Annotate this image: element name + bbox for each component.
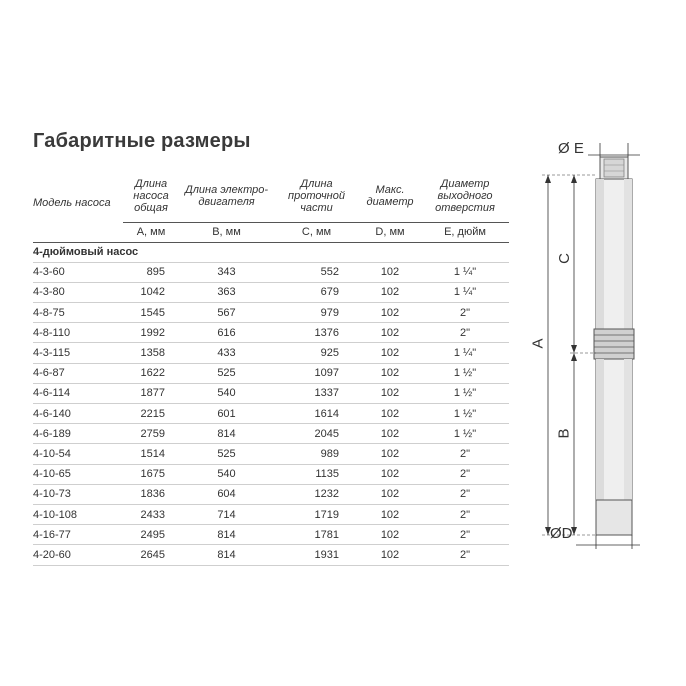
cell-d: 102 <box>359 282 421 302</box>
cell-e: 2" <box>421 525 509 545</box>
cell-a: 2495 <box>123 525 179 545</box>
cell-b: 814 <box>179 525 274 545</box>
cell-a: 1545 <box>123 303 179 323</box>
table-row <box>33 484 509 504</box>
table-row <box>33 504 509 524</box>
cell-d: 102 <box>359 464 421 484</box>
cell-d: 102 <box>359 525 421 545</box>
unit-model <box>33 222 123 242</box>
pump-body <box>594 157 634 535</box>
page-title: Габаритные размеры <box>33 130 251 152</box>
table-row <box>33 424 509 444</box>
cell-model: 4-10-54 <box>33 444 123 464</box>
label-c: C <box>555 253 573 264</box>
cell-c: 979 <box>274 303 359 323</box>
table-row <box>33 545 509 565</box>
unit-c: C, мм <box>274 222 359 242</box>
label-diameter-d: ØD <box>550 525 573 542</box>
table-row <box>33 343 509 363</box>
cell-d: 102 <box>359 444 421 464</box>
cell-e: 2" <box>421 323 509 343</box>
cell-d: 102 <box>359 262 421 282</box>
cell-e: 1 ½" <box>421 424 509 444</box>
cell-d: 102 <box>359 363 421 383</box>
cell-a: 1622 <box>123 363 179 383</box>
cell-c: 1232 <box>274 484 359 504</box>
header-e: Диаметр выходного отверстия <box>435 177 495 214</box>
label-b: B <box>555 428 573 439</box>
cell-d: 102 <box>359 303 421 323</box>
cell-b: 567 <box>179 303 274 323</box>
cell-e: 1 ¼" <box>421 343 509 363</box>
dimension-lines <box>542 175 596 535</box>
cell-e: 2" <box>421 444 509 464</box>
cell-d: 102 <box>359 404 421 424</box>
cell-c: 989 <box>274 444 359 464</box>
cell-b: 525 <box>179 363 274 383</box>
cell-model: 4-6-114 <box>33 383 123 403</box>
cell-c: 1097 <box>274 363 359 383</box>
cell-model: 4-6-140 <box>33 404 123 424</box>
cell-a: 2433 <box>123 504 179 524</box>
cell-e: 1 ½" <box>421 383 509 403</box>
label-a: A <box>529 338 547 349</box>
pump-diagram <box>530 135 670 555</box>
cell-model: 4-8-110 <box>33 323 123 343</box>
cell-model: 4-10-65 <box>33 464 123 484</box>
cell-e: 1 ¼" <box>421 262 509 282</box>
cell-b: 525 <box>179 444 274 464</box>
unit-b: B, мм <box>179 222 274 242</box>
cell-e: 2" <box>421 484 509 504</box>
cell-c: 2045 <box>274 424 359 444</box>
cell-c: 1931 <box>274 545 359 565</box>
cell-a: 2759 <box>123 424 179 444</box>
cell-e: 2" <box>421 464 509 484</box>
cell-a: 1675 <box>123 464 179 484</box>
unit-e: E, дюйм <box>421 222 509 242</box>
cell-a: 1358 <box>123 343 179 363</box>
cell-model: 4-3-60 <box>33 262 123 282</box>
header-b: Длина электро-двигателя <box>184 183 269 208</box>
cell-e: 1 ½" <box>421 363 509 383</box>
table-row <box>33 404 509 424</box>
table-row <box>33 282 509 302</box>
header-model: Модель насоса <box>33 197 111 209</box>
table-row <box>33 464 509 484</box>
cell-c: 925 <box>274 343 359 363</box>
cell-c: 1781 <box>274 525 359 545</box>
cell-a: 1992 <box>123 323 179 343</box>
cell-c: 1135 <box>274 464 359 484</box>
cell-e: 2" <box>421 504 509 524</box>
unit-a: А, мм <box>123 222 179 242</box>
cell-a: 2215 <box>123 404 179 424</box>
cell-b: 814 <box>179 424 274 444</box>
table-row <box>33 383 509 403</box>
cell-model: 4-20-60 <box>33 545 123 565</box>
cell-b: 343 <box>179 262 274 282</box>
cell-a: 1514 <box>123 444 179 464</box>
cell-d: 102 <box>359 424 421 444</box>
cell-a: 1877 <box>123 383 179 403</box>
cell-b: 433 <box>179 343 274 363</box>
cell-c: 552 <box>274 262 359 282</box>
cell-e: 2" <box>421 545 509 565</box>
cell-model: 4-10-73 <box>33 484 123 504</box>
cell-d: 102 <box>359 504 421 524</box>
cell-b: 714 <box>179 504 274 524</box>
dimensions-table <box>33 170 509 566</box>
table-row <box>33 444 509 464</box>
cell-b: 616 <box>179 323 274 343</box>
dimension-d <box>576 535 640 549</box>
cell-c: 1337 <box>274 383 359 403</box>
cell-a: 2645 <box>123 545 179 565</box>
cell-e: 1 ¼" <box>421 282 509 302</box>
header-d: Макс. диаметр <box>366 183 414 208</box>
header-c: Длина проточной части <box>288 177 345 214</box>
cell-d: 102 <box>359 484 421 504</box>
unit-d: D, мм <box>359 222 421 242</box>
cell-b: 363 <box>179 282 274 302</box>
cell-b: 814 <box>179 545 274 565</box>
cell-d: 102 <box>359 343 421 363</box>
table-row <box>33 525 509 545</box>
cell-c: 1376 <box>274 323 359 343</box>
cell-e: 2" <box>421 303 509 323</box>
cell-d: 102 <box>359 383 421 403</box>
cell-model: 4-16-77 <box>33 525 123 545</box>
group-label: 4-дюймовый насос <box>33 242 509 262</box>
cell-a: 895 <box>123 262 179 282</box>
label-diameter-e: Ø E <box>558 140 584 157</box>
cell-c: 679 <box>274 282 359 302</box>
cell-b: 540 <box>179 383 274 403</box>
cell-b: 540 <box>179 464 274 484</box>
dimension-e <box>588 143 640 157</box>
cell-c: 1614 <box>274 404 359 424</box>
header-a: Длина насоса общая <box>133 177 169 214</box>
cell-model: 4-10-108 <box>33 504 123 524</box>
cell-a: 1836 <box>123 484 179 504</box>
table-row <box>33 262 509 282</box>
cell-model: 4-3-80 <box>33 282 123 302</box>
cell-d: 102 <box>359 323 421 343</box>
cell-a: 1042 <box>123 282 179 302</box>
cell-b: 601 <box>179 404 274 424</box>
cell-d: 102 <box>359 545 421 565</box>
table-row <box>33 323 509 343</box>
cell-c: 1719 <box>274 504 359 524</box>
table-row <box>33 303 509 323</box>
cell-model: 4-6-189 <box>33 424 123 444</box>
cell-model: 4-8-75 <box>33 303 123 323</box>
cell-e: 1 ½" <box>421 404 509 424</box>
table-row <box>33 363 509 383</box>
cell-model: 4-3-115 <box>33 343 123 363</box>
cell-b: 604 <box>179 484 274 504</box>
cell-model: 4-6-87 <box>33 363 123 383</box>
